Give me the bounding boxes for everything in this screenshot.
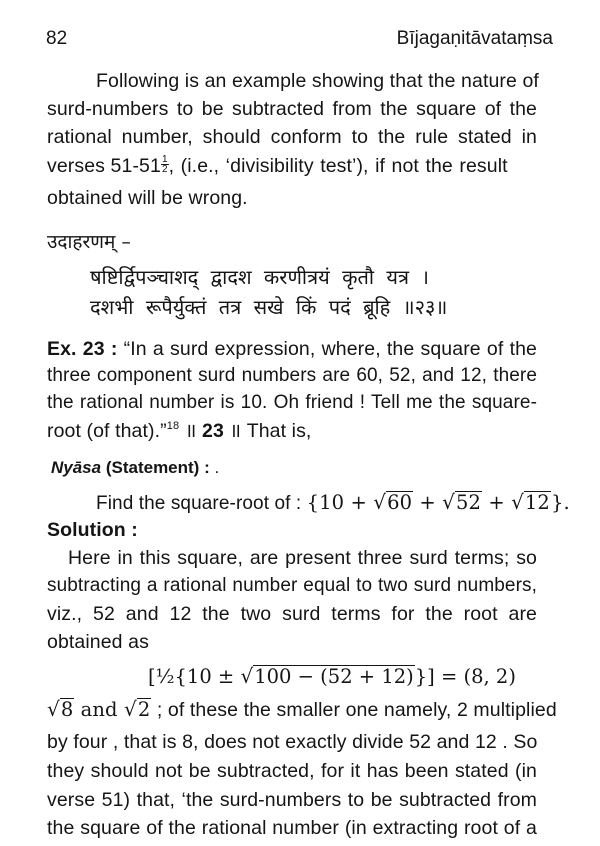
example-line-4 — [47, 419, 311, 443]
formula-end: }] = (8, 2) — [414, 665, 516, 688]
example-line-3: the rational number is 10. Oh friend ! Tell me the square- — [47, 392, 537, 413]
plus-1: + — [413, 491, 443, 514]
solution-line-1: Here in this square, are present three surd terms; so — [68, 547, 537, 569]
example-text-4-end: ॥ That is, — [223, 420, 312, 442]
sqrt-sign-1: √ — [373, 490, 387, 514]
danda-1: ॥ — [179, 420, 202, 442]
nyasa-dot: . — [209, 458, 220, 477]
running-title: Bījagaṇitāvataṃsa — [396, 28, 553, 49]
statement-text: Find the square-root of : — [96, 493, 307, 514]
solution-line-4: obtained as — [47, 631, 149, 653]
sqrt-sign-3: √ — [511, 490, 524, 514]
verse-line-1: षष्टिर्द्विपञ्चाशद् द्वादश करणीत्रयं कृतौ यत्र । — [90, 265, 429, 289]
nyasa-heading — [51, 458, 219, 478]
sqrt-sign-formula: √ — [240, 664, 254, 688]
after-line-3: they should not be subtracted, for it has been stated (in — [47, 760, 537, 782]
half-fraction — [161, 155, 169, 174]
intro-line-4-start: verses 51-51 — [47, 155, 161, 177]
statement-line — [96, 490, 570, 516]
radicand-12: 12 — [524, 491, 550, 514]
intro-line-4-end: , (i.e., ‘divisibility test’), if not the result — [168, 155, 508, 177]
intro-line-2: surd-numbers to be subtracted from the square of the — [47, 98, 537, 120]
verse-number: 23 — [202, 420, 224, 442]
udaharanam-heading: उदाहरणम् – — [47, 231, 131, 253]
footnote-ref: 18 — [166, 420, 180, 432]
after-line-4: verse 51) that, ‘the surd-numbers to be subtracted from — [47, 789, 537, 811]
radicand-8: 8 — [60, 698, 74, 721]
verse-line-2: दशभी रूपैर्युक्तं तत्र सखे किं पदं ब्रूहि ॥२३॥ — [90, 295, 448, 319]
after-line-2: by four , that is 8, does not exactly divide 52 and 12 . So — [47, 731, 538, 753]
radicand-60: 60 — [387, 491, 413, 514]
page-number: 82 — [46, 28, 68, 49]
fraction-denominator: 2 — [161, 164, 168, 176]
solution-heading: Solution : — [47, 519, 138, 541]
example-text-1: “In a surd expression, where, the square of the — [123, 338, 537, 360]
fraction-numerator: 1 — [161, 154, 168, 166]
after-text-1: ; of these the smaller one namely, 2 multiplied — [151, 699, 557, 721]
intro-line-5: obtained will be wrong. — [47, 187, 248, 209]
nyasa-term: Nyāsa — [51, 458, 102, 477]
radicand-52: 52 — [456, 491, 482, 514]
sqrt-sign-2: √ — [442, 490, 455, 514]
root-formula — [148, 664, 516, 688]
plus-2: + — [482, 491, 512, 514]
statement-open: {10 + — [306, 491, 374, 514]
example-line-1 — [47, 337, 537, 361]
formula-start: [½{10 ± — [148, 665, 241, 688]
example-line-2: three component surd numbers are 60, 52, and 12, there — [47, 365, 537, 386]
formula-radicand: 100 − (52 + 12) — [254, 665, 414, 688]
intro-line-4 — [47, 154, 537, 178]
intro-line-3: rational number, should conform to the rule stated in — [47, 126, 537, 148]
radicand-2: 2 — [137, 698, 151, 721]
and-word: and — [74, 698, 124, 721]
example-label: Ex. 23 : — [47, 338, 118, 360]
intro-line-1: Following is an example showing that the nature of — [96, 70, 539, 92]
after-line-1 — [47, 697, 557, 722]
solution-line-3: viz., 52 and 12 the two surd terms for the root are — [47, 603, 537, 625]
sqrt-sign-2b: √ — [123, 697, 137, 721]
sqrt-sign-8: √ — [47, 697, 60, 721]
nyasa-label: (Statement) : — [101, 458, 210, 477]
solution-line-2: subtracting a rational number equal to two surd numbers, — [47, 575, 537, 596]
example-text-4: root (of that).” — [47, 420, 167, 442]
statement-close: }. — [550, 491, 570, 514]
after-line-5: the square of the rational number (in extracting root of a — [47, 817, 537, 839]
